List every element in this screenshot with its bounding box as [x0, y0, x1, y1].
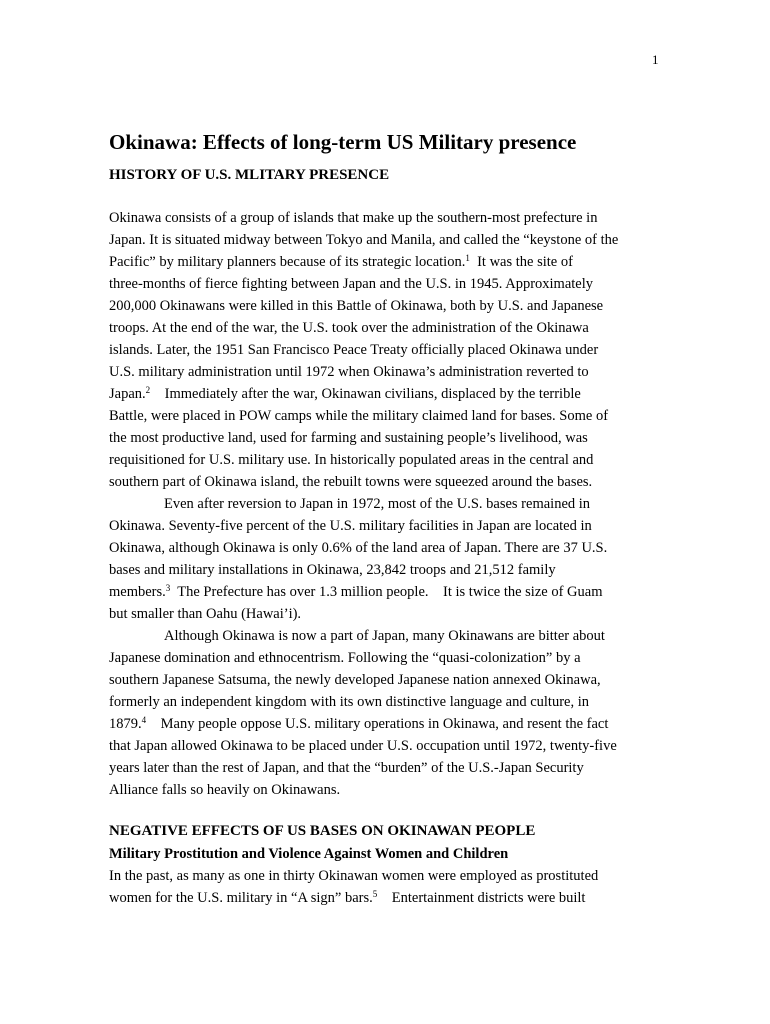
- line-text: Japanese domination and ethnocentrism. Following the “quasi-colonization” by a: [109, 650, 581, 666]
- line-text: U.S. military administration until 1972 when Okinawa’s administration reverted to: [109, 364, 589, 380]
- text-line: [109, 405, 669, 427]
- line-text: that Japan allowed Okinawa to be placed under U.S. occupation until 1972, twenty-five: [109, 738, 617, 754]
- document-title: Okinawa: Effects of long-term US Military presence: [109, 130, 577, 154]
- text-line: [109, 471, 669, 493]
- line-text: formerly an independent kingdom with its own distinctive language and culture, in: [109, 694, 590, 710]
- text-line: [109, 779, 669, 801]
- line-text: Alliance falls so heavily on Okinawans.: [109, 782, 341, 798]
- line-text: Pacific” by military planners because of its strategic location.: [109, 254, 466, 270]
- footnote-ref: 5: [372, 889, 378, 899]
- line-text: southern Japanese Satsuma, the newly developed Japanese nation annexed Okinawa,: [109, 672, 601, 688]
- text-line: [109, 493, 669, 515]
- text-line: [109, 603, 669, 625]
- line-text: years later than the rest of Japan, and that the “burden” of the U.S.-Japan Security: [109, 760, 584, 776]
- paragraph-domination: [109, 625, 669, 801]
- line-text: islands. Later, the 1951 San Francisco Peace Treaty officially placed Okinawa under: [109, 342, 599, 358]
- line-text: Japan. It is situated midway between Tokyo and Manila, and called the “keystone of the: [109, 232, 619, 248]
- section-heading-negative-effects: NEGATIVE EFFECTS OF US BASES ON OKINAWAN PEOPLE: [109, 823, 536, 839]
- line-text-continued: It was the site of: [469, 254, 573, 270]
- text-line: [109, 865, 669, 887]
- line-text: Battle, were placed in POW camps while the military claimed land for bases. Some of: [109, 408, 609, 424]
- paragraph-prostitution: [109, 865, 669, 909]
- text-line: [109, 691, 669, 713]
- line-text: but smaller than Oahu (Hawai’i).: [109, 606, 302, 622]
- line-text: 1879.: [109, 716, 142, 732]
- text-line: [109, 515, 669, 537]
- text-line: [109, 229, 669, 251]
- text-line: [109, 735, 669, 757]
- text-line: [109, 669, 669, 691]
- text-line: [109, 559, 669, 581]
- line-text: Although Okinawa is now a part of Japan, many Okinawans are bitter about: [164, 628, 605, 644]
- footnote-ref: 2: [145, 385, 151, 395]
- text-line: [109, 887, 669, 909]
- subheading-prostitution-violence: Military Prostitution and Violence Against Women and Children: [109, 846, 509, 862]
- line-text-continued: Entertainment districts were built: [377, 890, 586, 906]
- text-line: [109, 295, 669, 317]
- section-heading-history: HISTORY OF U.S. MLITARY PRESENCE: [109, 167, 390, 183]
- line-text: In the past, as many as one in thirty Okinawan women were employed as prostituted: [109, 868, 599, 884]
- line-text: Okinawa consists of a group of islands that make up the southern-most prefecture in: [109, 210, 598, 226]
- line-text: Even after reversion to Japan in 1972, most of the U.S. bases remained in: [164, 496, 591, 512]
- text-line: [109, 339, 669, 361]
- paragraph-reversion: [109, 493, 669, 625]
- text-line: [109, 273, 669, 295]
- footnote-ref: 3: [165, 583, 171, 593]
- text-line: [109, 581, 669, 603]
- line-text: women for the U.S. military in “A sign” bars.: [109, 890, 373, 906]
- line-text: the most productive land, used for farming and sustaining people’s livelihood, was: [109, 430, 588, 446]
- text-line: [109, 361, 669, 383]
- text-line: [109, 207, 669, 229]
- text-line: [109, 383, 669, 405]
- line-text: Okinawa. Seventy-five percent of the U.S. military facilities in Japan are located in: [109, 518, 592, 534]
- text-line: [109, 757, 669, 779]
- line-text-continued: Many people oppose U.S. military operations in Okinawa, and resent the fact: [146, 716, 609, 732]
- paragraph-history: [109, 207, 669, 493]
- line-text: Japan.: [109, 386, 146, 402]
- line-text-continued: Immediately after the war, Okinawan civilians, displaced by the terrible: [150, 386, 581, 402]
- footnote-ref: 1: [465, 253, 470, 263]
- footnote-ref: 4: [141, 715, 147, 725]
- line-text: members.: [109, 584, 166, 600]
- text-line: [109, 317, 669, 339]
- line-text: troops. At the end of the war, the U.S. took over the administration of the Okinawa: [109, 320, 589, 336]
- line-text: 200,000 Okinawans were killed in this Battle of Okinawa, both by U.S. and Japanese: [109, 298, 604, 314]
- line-text-continued: The Prefecture has over 1.3 million people. It is twice the size of Guam: [170, 584, 603, 600]
- line-text: requisitioned for U.S. military use. In historically populated areas in the central and: [109, 452, 594, 468]
- text-line: [109, 647, 669, 669]
- line-text: bases and military installations in Okinawa, 23,842 troops and 21,512 family: [109, 562, 556, 578]
- text-line: [109, 251, 669, 273]
- text-line: [109, 449, 669, 471]
- text-line: [109, 537, 669, 559]
- text-line: [109, 713, 669, 735]
- line-text: Okinawa, although Okinawa is only 0.6% of the land area of Japan. There are 37 U.S.: [109, 540, 608, 556]
- line-text: three-months of fierce fighting between Japan and the U.S. in 1945. Approximately: [109, 276, 594, 292]
- text-line: [109, 427, 669, 449]
- page-number: 1: [652, 52, 659, 67]
- text-line: [109, 625, 669, 647]
- line-text: southern part of Okinawa island, the rebuilt towns were squeezed around the bases.: [109, 474, 593, 490]
